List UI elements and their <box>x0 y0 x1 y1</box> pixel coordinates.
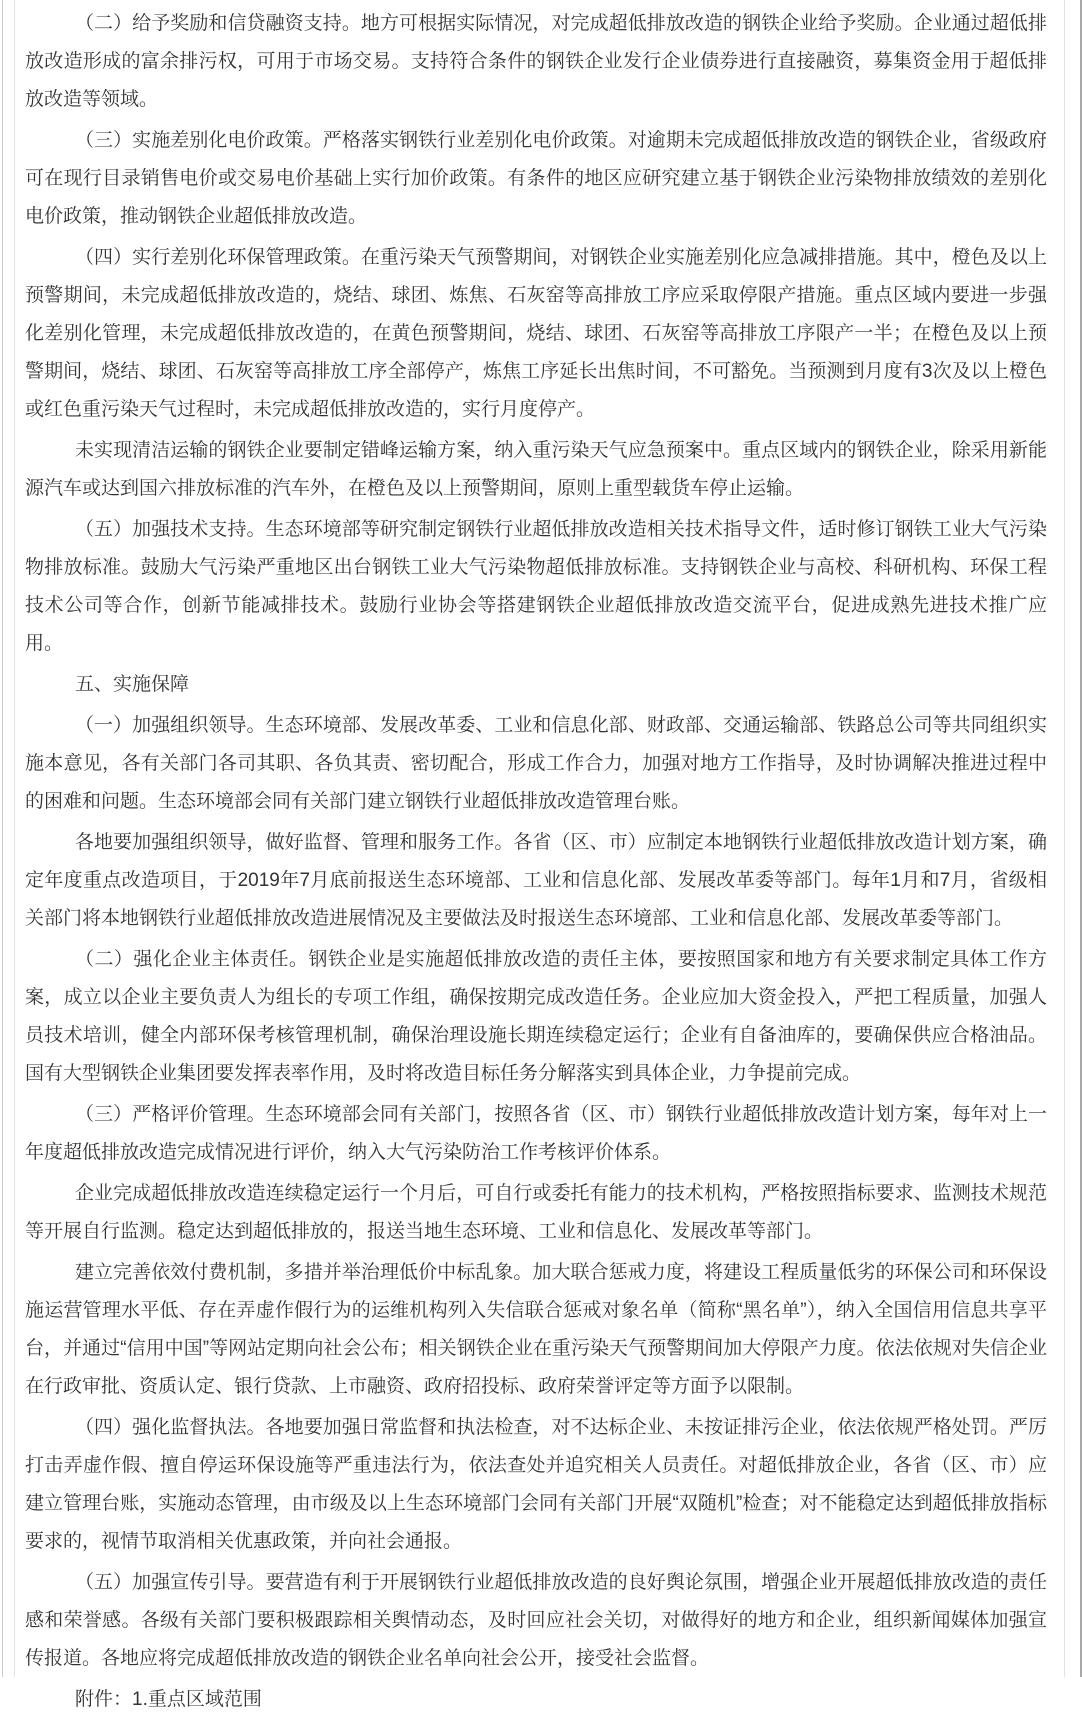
paragraph: （五）加强宣传引导。要营造有利于开展钢铁行业超低排放改造的良好舆论氛围，增强企业开展超低排放改造的责任感和荣誉感。各级有关部门要积极跟踪相关舆情动态，及时回应社会关切，对做得好的地方和企业，组织新闻媒体加强宣传报道。各地应将完成超低排放改造的钢铁企业名单向社会公开，接受社会监督。 <box>25 1572 1047 1669</box>
paragraph: 建立完善依效付费机制，多措并举治理低价中标乱象。加大联合惩戒力度，将建设工程质量低劣的环保公司和环保设施运营管理水平低、存在弄虚作假行为的运维机构列入失信联合惩戒对象名单（简称“黑名单”），纳入全国信用信息共享平台，并通过“信用中国”等网站定期向社会公布；相关钢铁企业在重污染天气预警期间加大停限产力度。依法依规对失信企业在行政审批、资质认定、银行贷款、上市融资、政府招投标、政府荣誉评定等方面予以限制。 <box>25 1262 1047 1397</box>
paragraph: （三）严格评价管理。生态环境部会同有关部门，按照各省（区、市）钢铁行业超低排放改造计划方案，每年对上一年度超低排放改造完成情况进行评价，纳入大气污染防治工作考核评价体系。 <box>25 1104 1047 1163</box>
paragraph: （一）加强组织领导。生态环境部、发展改革委、工业和信息化部、财政部、交通运输部、铁路总公司等共同组织实施本意见，各有关部门各司其职、各负其责、密切配合，形成工作合力，加强对地方工作指导，及时协调解决推进过程中的困难和问题。生态环境部会同有关部门建立钢铁行业超低排放改造管理台账。 <box>25 715 1047 812</box>
window-left-edge <box>2 0 3 1677</box>
paragraph: （三）实施差别化电价政策。严格落实钢铁行业差别化电价政策。对逾期未完成超低排放改造的钢铁企业，省级政府可在现行目录销售电价或交易电价基础上实行加价政策。有条件的地区应研究建立基于钢铁企业污染物排放绩效的差别化电价政策，推动钢铁企业超低排放改造。 <box>25 130 1047 227</box>
paragraph: （二）强化企业主体责任。钢铁企业是实施超低排放改造的责任主体，要按照国家和地方有关要求制定具体工作方案，成立以企业主要负责人为组长的专项工作组，确保按期完成改造任务。企业应加大资金投入，严把工程质量，加强人员技术培训，健全内部环保考核管理机制，确保治理设施长期连续稳定运行；企业有自备油库的，要确保供应合格油品。国有大型钢铁企业集团要发挥表率作用，及时将改造目标任务分解落实到具体企业，力争提前完成。 <box>25 949 1047 1084</box>
paragraph: 企业完成超低排放改造连续稳定运行一个月后，可自行或委托有能力的技术机构，严格按照指标要求、监测技术规范等开展自行监测。稳定达到超低排放的，报送当地生态环境、工业和信息化、发展改革等部门。 <box>25 1183 1047 1242</box>
panel-right-border <box>1064 0 1065 1677</box>
paragraph: （五）加强技术支持。生态环境部等研究制定钢铁行业超低排放改造相关技术指导文件，适时修订钢铁工业大气污染物排放标准。鼓励大气污染严重地区出台钢铁工业大气污染物超低排放标准。支持钢铁企业与高校、科研机构、环保工程技术公司等合作，创新节能减排技术。鼓励行业协会等搭建钢铁企业超低排放改造交流平台，促进成熟先进技术推广应用。 <box>25 519 1047 654</box>
paragraph: 各地要加强组织领导，做好监督、管理和服务工作。各省（区、市）应制定本地钢铁行业超低排放改造计划方案，确定年度重点改造项目，于2019年7月底前报送生态环境部、工业和信息化部、发展改革委等部门。每年1月和7月，省级相关部门将本地钢铁行业超低排放改造进展情况及主要做法及时报送生态环境部、工业和信息化部、发展改革委等部门。 <box>25 832 1047 929</box>
paragraph: 未实现清洁运输的钢铁企业要制定错峰运输方案，纳入重污染天气应急预案中。重点区域内的钢铁企业，除采用新能源汽车或达到国六排放标准的汽车外，在橙色及以上预警期间，原则上重型载货车停止运输。 <box>25 440 1047 499</box>
paragraph: （四）实行差别化环保管理政策。在重污染天气预警期间，对钢铁企业实施差别化应急减排措施。其中，橙色及以上预警期间，未完成超低排放改造的，烧结、球团、炼焦、石灰窑等高排放工序应采取停限产措施。重点区域内要进一步强化差别化管理，未完成超低排放改造的，在黄色预警期间，烧结、球团、石灰窑等高排放工序限产一半；在橙色及以上预警期间，烧结、球团、石灰窑等高排放工序全部停产，炼焦工序延长出焦时间，不可豁免。当预测到月度有3次及以上橙色或红色重污染天气过程时，未完成超低排放改造的，实行月度停产。 <box>25 247 1047 420</box>
panel-left-border <box>14 0 15 1677</box>
paragraph: （四）强化监督执法。各地要加强日常监督和执法检查，对不达标企业、未按证排污企业，依法依规严格处罚。严厉打击弄虚作假、擅自停运环保设施等严重违法行为，依法查处并追究相关人员责任。对超低排放企业，各省（区、市）应建立管理台账，实施动态管理，由市级及以上生态环境部门会同有关部门开展“双随机”检查；对不能稳定达到超低排放指标要求的，视情节取消相关优惠政策，并向社会通报。 <box>25 1417 1047 1552</box>
paragraph: （二）给予奖励和信贷融资支持。地方可根据实际情况，对完成超低排放改造的钢铁企业给予奖励。企业通过超低排放改造形成的富余排污权，可用于市场交易。支持符合条件的钢铁企业发行企业债券进行直接融资，募集资金用于超低排放改造等领域。 <box>25 13 1047 110</box>
attachment-line: 附件：1.重点区域范围 <box>75 1689 262 1710</box>
document-body <box>25 0 1047 1722</box>
section-heading: 五、实施保障 <box>75 674 190 695</box>
